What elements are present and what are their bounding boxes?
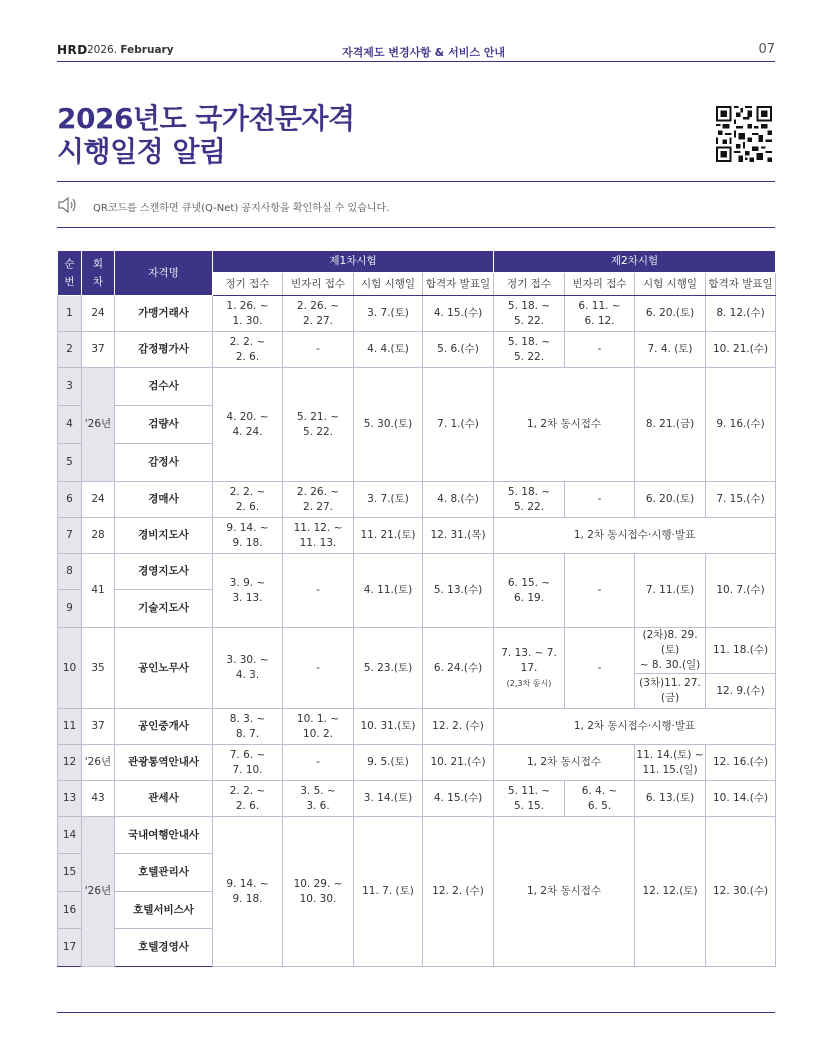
row-no: 2: [58, 332, 82, 368]
second-merged-note: 1, 2차 동시접수·시행·발표: [494, 709, 776, 745]
second-result-date: 9. 16.(수): [706, 368, 776, 482]
row-no: 10: [58, 628, 82, 709]
row-no: 15: [58, 854, 82, 892]
first-registration: 8. 3. ~ 8. 7.: [213, 709, 283, 745]
first-registration: 9. 14. ~ 9. 18.: [213, 518, 283, 554]
qualification-name: 감정평가사: [115, 332, 213, 368]
table-row: [58, 332, 776, 368]
second-registration: 5. 11. ~ 5. 15.: [494, 781, 565, 817]
col-header-result-date: 합격자 발표일: [706, 273, 776, 296]
col-header-result-date: 합격자 발표일: [423, 273, 494, 296]
first-result-date: 5. 13.(수): [423, 554, 494, 628]
row-round: 43: [82, 781, 115, 817]
col-header-first-exam: 제1차시험: [213, 251, 494, 273]
first-exam-date: 11. 21.(토): [354, 518, 423, 554]
col-header-second-exam: 제2차시험: [494, 251, 776, 273]
col-header-vacancy: 빈자리 접수: [565, 273, 635, 296]
qualification-name: 호텔관리사: [115, 854, 213, 892]
table-row: [58, 781, 776, 817]
qualification-name: 호텔서비스사: [115, 892, 213, 929]
qualification-name: 공인중개사: [115, 709, 213, 745]
qualification-name: 검수사: [115, 368, 213, 406]
first-registration: 9. 14. ~ 9. 18.: [213, 817, 283, 967]
first-exam-date: 4. 4.(토): [354, 332, 423, 368]
page-title-line2: 시행일정 알림: [57, 135, 226, 168]
second-exam-date: 12. 12.(토): [635, 817, 706, 967]
section-title: 자격제도 변경사항 & 서비스 안내: [342, 46, 506, 59]
row-round: 24: [82, 482, 115, 518]
first-vacancy: 2. 26. ~ 2. 27.: [283, 482, 354, 518]
col-header-no: 순번: [58, 251, 82, 296]
row-no: 8: [58, 554, 82, 590]
first-vacancy: 11. 12. ~ 11. 13.: [283, 518, 354, 554]
qualification-name: 검량사: [115, 406, 213, 444]
second-exam-date: (2차)8. 29.(토) ~ 8. 30.(일): [635, 628, 706, 674]
row-round: '26년: [82, 368, 115, 482]
row-no: 6: [58, 482, 82, 518]
first-vacancy: -: [283, 628, 354, 709]
second-result-date: 10. 14.(수): [706, 781, 776, 817]
first-exam-date: 4. 11.(토): [354, 554, 423, 628]
second-result-date: 8. 12.(수): [706, 296, 776, 332]
first-vacancy: 2. 26. ~ 2. 27.: [283, 296, 354, 332]
table-row: [58, 518, 776, 554]
first-registration: 4. 20. ~ 4. 24.: [213, 368, 283, 482]
third-result-date: 12. 9.(수): [706, 674, 776, 709]
col-header-exam-date: 시험 시행일: [354, 273, 423, 296]
speaker-icon: [57, 196, 79, 214]
second-result-date: 12. 16.(수): [706, 745, 776, 781]
second-merged-note: 1, 2차 동시접수: [494, 745, 635, 781]
second-result-date: 10. 7.(수): [706, 554, 776, 628]
row-no: 5: [58, 444, 82, 482]
row-round: 35: [82, 628, 115, 709]
table-row: [58, 817, 776, 854]
second-exam-date: 6. 20.(토): [635, 482, 706, 518]
hrd-logo: HRD: [57, 43, 88, 57]
row-round: '26년: [82, 817, 115, 967]
first-vacancy: 5. 21. ~ 5. 22.: [283, 368, 354, 482]
row-round: '26년: [82, 745, 115, 781]
first-exam-date: 11. 7. (토): [354, 817, 423, 967]
first-registration: 7. 6. ~ 7. 10.: [213, 745, 283, 781]
qr-code-icon[interactable]: [716, 106, 772, 162]
page-number: 07: [758, 42, 775, 57]
qualification-name: 경영지도사: [115, 554, 213, 590]
qualification-name: 호텔경영사: [115, 929, 213, 967]
col-header-registration: 정기 접수: [494, 273, 565, 296]
second-merged-note: 1, 2차 동시접수: [494, 368, 635, 482]
second-exam-date: 8. 21.(금): [635, 368, 706, 482]
first-exam-date: 3. 7.(토): [354, 482, 423, 518]
third-exam-date: (3차)11. 27.(금): [635, 674, 706, 709]
issue-date: 2026. February: [87, 44, 174, 56]
second-registration: [494, 628, 565, 709]
second-merged-note: 1, 2차 동시접수·시행·발표: [494, 518, 776, 554]
qualification-name: 가맹거래사: [115, 296, 213, 332]
first-registration: 3. 30. ~ 4. 3.: [213, 628, 283, 709]
qualification-name: 기술지도사: [115, 590, 213, 628]
col-header-registration: 정기 접수: [213, 273, 283, 296]
qualification-name: 관세사: [115, 781, 213, 817]
second-exam-date: 6. 13.(토): [635, 781, 706, 817]
row-round: 37: [82, 709, 115, 745]
second-registration-dates: 7. 13. ~ 7. 17.: [501, 646, 557, 674]
row-no: 9: [58, 590, 82, 628]
table-row: [58, 482, 776, 518]
qualification-name: 관광통역안내사: [115, 745, 213, 781]
row-round: 24: [82, 296, 115, 332]
second-registration: 5. 18. ~ 5. 22.: [494, 482, 565, 518]
second-registration: 6. 15. ~ 6. 19.: [494, 554, 565, 628]
first-vacancy: 3. 5. ~ 3. 6.: [283, 781, 354, 817]
first-exam-date: 3. 14.(토): [354, 781, 423, 817]
qualification-name: 공인노무사: [115, 628, 213, 709]
page-header: [57, 40, 775, 62]
exam-schedule-table: [57, 250, 776, 967]
row-no: 11: [58, 709, 82, 745]
table-row: [58, 554, 776, 590]
first-registration: 2. 2. ~ 2. 6.: [213, 482, 283, 518]
first-result-date: 5. 6.(수): [423, 332, 494, 368]
second-registration: 5. 18. ~ 5. 22.: [494, 296, 565, 332]
first-registration: 1. 26. ~ 1. 30.: [213, 296, 283, 332]
first-result-date: 4. 8.(수): [423, 482, 494, 518]
header-divider: [57, 61, 775, 62]
second-vacancy: -: [565, 628, 635, 709]
row-no: 3: [58, 368, 82, 406]
first-exam-date: 5. 23.(토): [354, 628, 423, 709]
first-result-date: 12. 31.(목): [423, 518, 494, 554]
first-result-date: 7. 1.(수): [423, 368, 494, 482]
qualification-name: 경비지도사: [115, 518, 213, 554]
second-result-date: 11. 18.(수): [706, 628, 776, 674]
qualification-name: 경매사: [115, 482, 213, 518]
qualification-name: 국내여행안내사: [115, 817, 213, 854]
second-vacancy: -: [565, 332, 635, 368]
second-vacancy: 6. 4. ~ 6. 5.: [565, 781, 635, 817]
first-vacancy: 10. 1. ~ 10. 2.: [283, 709, 354, 745]
col-header-name: 자격명: [115, 251, 213, 296]
notice-text: QR코드를 스캔하면 큐넷(Q-Net) 공지사항을 확인하실 수 있습니다.: [93, 203, 390, 214]
page-title: [57, 102, 355, 168]
col-header-vacancy: 빈자리 접수: [283, 273, 354, 296]
row-no: 1: [58, 296, 82, 332]
first-registration: 3. 9. ~ 3. 13.: [213, 554, 283, 628]
first-vacancy: -: [283, 332, 354, 368]
table-row: [58, 745, 776, 781]
second-registration: 5. 18. ~ 5. 22.: [494, 332, 565, 368]
second-registration-note: (2,3차 동시): [506, 678, 552, 688]
row-no: 16: [58, 892, 82, 929]
row-no: 12: [58, 745, 82, 781]
table-row: [58, 368, 776, 406]
second-result-date: 7. 15.(수): [706, 482, 776, 518]
second-exam-date: 7. 4. (토): [635, 332, 706, 368]
row-no: 4: [58, 406, 82, 444]
row-round: 41: [82, 554, 115, 628]
second-exam-date: 11. 14.(토) ~ 11. 15.(일): [635, 745, 706, 781]
first-result-date: 4. 15.(수): [423, 781, 494, 817]
row-no: 13: [58, 781, 82, 817]
second-vacancy: -: [565, 554, 635, 628]
table-row: [58, 709, 776, 745]
row-no: 14: [58, 817, 82, 854]
first-result-date: 4. 15.(수): [423, 296, 494, 332]
qualification-name: 감정사: [115, 444, 213, 482]
second-result-date: 12. 30.(수): [706, 817, 776, 967]
col-header-exam-date: 시험 시행일: [635, 273, 706, 296]
second-vacancy: -: [565, 482, 635, 518]
divider: [57, 181, 775, 182]
first-exam-date: 10. 31.(토): [354, 709, 423, 745]
row-round: 28: [82, 518, 115, 554]
second-exam-date: 7. 11.(토): [635, 554, 706, 628]
first-registration: 2. 2. ~ 2. 6.: [213, 781, 283, 817]
divider: [57, 227, 775, 228]
second-vacancy: 6. 11. ~ 6. 12.: [565, 296, 635, 332]
first-exam-date: 9. 5.(토): [354, 745, 423, 781]
row-no: 17: [58, 929, 82, 967]
first-result-date: 12. 2. (수): [423, 709, 494, 745]
table-row: [58, 628, 776, 674]
row-no: 7: [58, 518, 82, 554]
page-title-line1: 2026년도 국가전문자격: [57, 102, 355, 135]
col-header-round: 회차: [82, 251, 115, 296]
first-result-date: 6. 24.(수): [423, 628, 494, 709]
first-result-date: 12. 2. (수): [423, 817, 494, 967]
second-result-date: 10. 21.(수): [706, 332, 776, 368]
table-row: [58, 296, 776, 332]
first-exam-date: 3. 7.(토): [354, 296, 423, 332]
first-vacancy: -: [283, 745, 354, 781]
footer-divider: [57, 1012, 775, 1013]
second-exam-date: 6. 20.(토): [635, 296, 706, 332]
second-merged-note: 1, 2차 동시접수: [494, 817, 635, 967]
first-registration: 2. 2. ~ 2. 6.: [213, 332, 283, 368]
first-exam-date: 5. 30.(토): [354, 368, 423, 482]
first-vacancy: 10. 29. ~ 10. 30.: [283, 817, 354, 967]
row-round: 37: [82, 332, 115, 368]
first-vacancy: -: [283, 554, 354, 628]
first-result-date: 10. 21.(수): [423, 745, 494, 781]
